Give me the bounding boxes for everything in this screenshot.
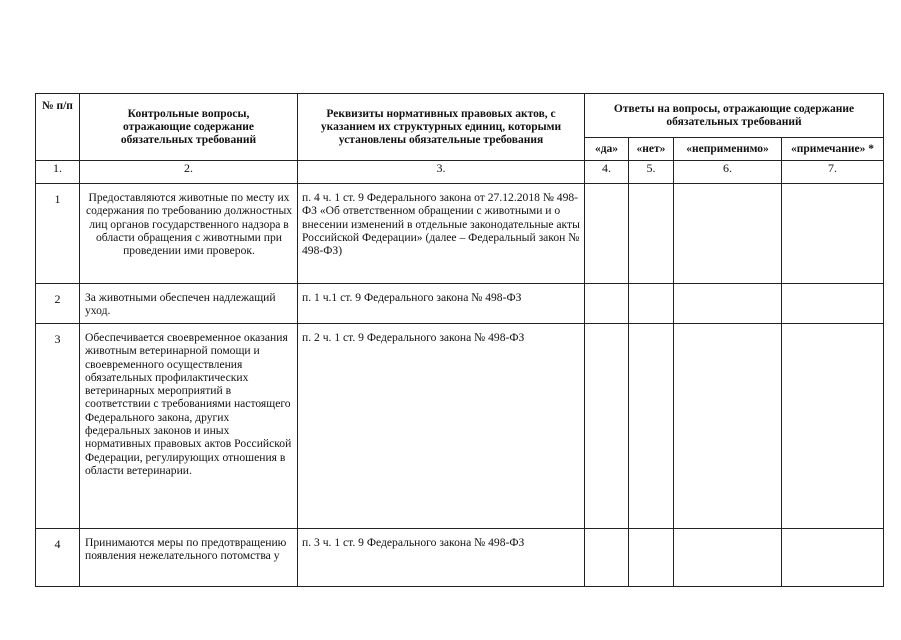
row-index: 1 <box>36 184 80 284</box>
column-number: 6. <box>674 161 782 184</box>
answer-no-cell[interactable] <box>629 529 674 587</box>
answer-note-cell[interactable] <box>782 284 884 324</box>
row-question: Принимаются меры по предотвращению появления нежелательного потомства у <box>80 529 298 587</box>
column-number: 4. <box>585 161 629 184</box>
answer-note-cell[interactable] <box>782 529 884 587</box>
table-row <box>36 324 884 529</box>
row-reference: п. 3 ч. 1 ст. 9 Федерального закона № 498-ФЗ <box>298 529 585 587</box>
header-num: № п/п <box>36 94 80 161</box>
answer-na-cell[interactable] <box>674 529 782 587</box>
column-number-row <box>36 161 884 184</box>
column-number: 3. <box>298 161 585 184</box>
row-reference: п. 4 ч. 1 ст. 9 Федерального закона от 27.12.2018 № 498-ФЗ «Об ответственном обращении с животными и о внесении изменений в отдельные законодательные акты Российской Федерации» (далее – Федеральный закон № 498-ФЗ) <box>298 184 585 284</box>
row-question: Предоставляются животные по месту их содержания по требованию должностных лиц органов государственного надзора в области обращения с животными при проведении ими проверок. <box>80 184 298 284</box>
header-na: «неприменимо» <box>674 138 782 161</box>
answer-yes-cell[interactable] <box>585 529 629 587</box>
row-index: 4 <box>36 529 80 587</box>
table-row <box>36 529 884 587</box>
answer-no-cell[interactable] <box>629 184 674 284</box>
header-note: «примечание» * <box>782 138 884 161</box>
column-number: 5. <box>629 161 674 184</box>
answer-na-cell[interactable] <box>674 284 782 324</box>
header-answers: Ответы на вопросы, отражающие содержание обязательных требований <box>585 94 884 138</box>
answer-no-cell[interactable] <box>629 324 674 529</box>
row-reference: п. 2 ч. 1 ст. 9 Федерального закона № 498-ФЗ <box>298 324 585 529</box>
answer-na-cell[interactable] <box>674 184 782 284</box>
answer-yes-cell[interactable] <box>585 324 629 529</box>
table-row <box>36 184 884 284</box>
header-questions: Контрольные вопросы, отражающие содержание обязательных требований <box>80 94 298 161</box>
answer-note-cell[interactable] <box>782 184 884 284</box>
header-yes: «да» <box>585 138 629 161</box>
row-question: За животными обеспечен надлежащий уход. <box>80 284 298 324</box>
answer-no-cell[interactable] <box>629 284 674 324</box>
column-number: 2. <box>80 161 298 184</box>
column-number: 7. <box>782 161 884 184</box>
answer-yes-cell[interactable] <box>585 284 629 324</box>
column-number: 1. <box>36 161 80 184</box>
answer-na-cell[interactable] <box>674 324 782 529</box>
answer-note-cell[interactable] <box>782 324 884 529</box>
table-row <box>36 284 884 324</box>
answer-yes-cell[interactable] <box>585 184 629 284</box>
row-question: Обеспечивается своевременное оказания животным ветеринарной помощи и своевременного осуществления обязательных профилактических ветеринарных мероприятий в соответствии с требованиями настоящего Федерального закона, других федеральных законов и иных нормативных правовых актов Российской Федерации, регулирующих отношения в области ветеринарии. <box>80 324 298 529</box>
checklist-table <box>35 93 884 587</box>
header-row <box>36 94 884 138</box>
header-requisites: Реквизиты нормативных правовых актов, с указанием их структурных единиц, которыми установлены обязательные требования <box>298 94 585 161</box>
row-index: 2 <box>36 284 80 324</box>
row-reference: п. 1 ч.1 ст. 9 Федерального закона № 498-ФЗ <box>298 284 585 324</box>
header-no: «нет» <box>629 138 674 161</box>
row-index: 3 <box>36 324 80 529</box>
